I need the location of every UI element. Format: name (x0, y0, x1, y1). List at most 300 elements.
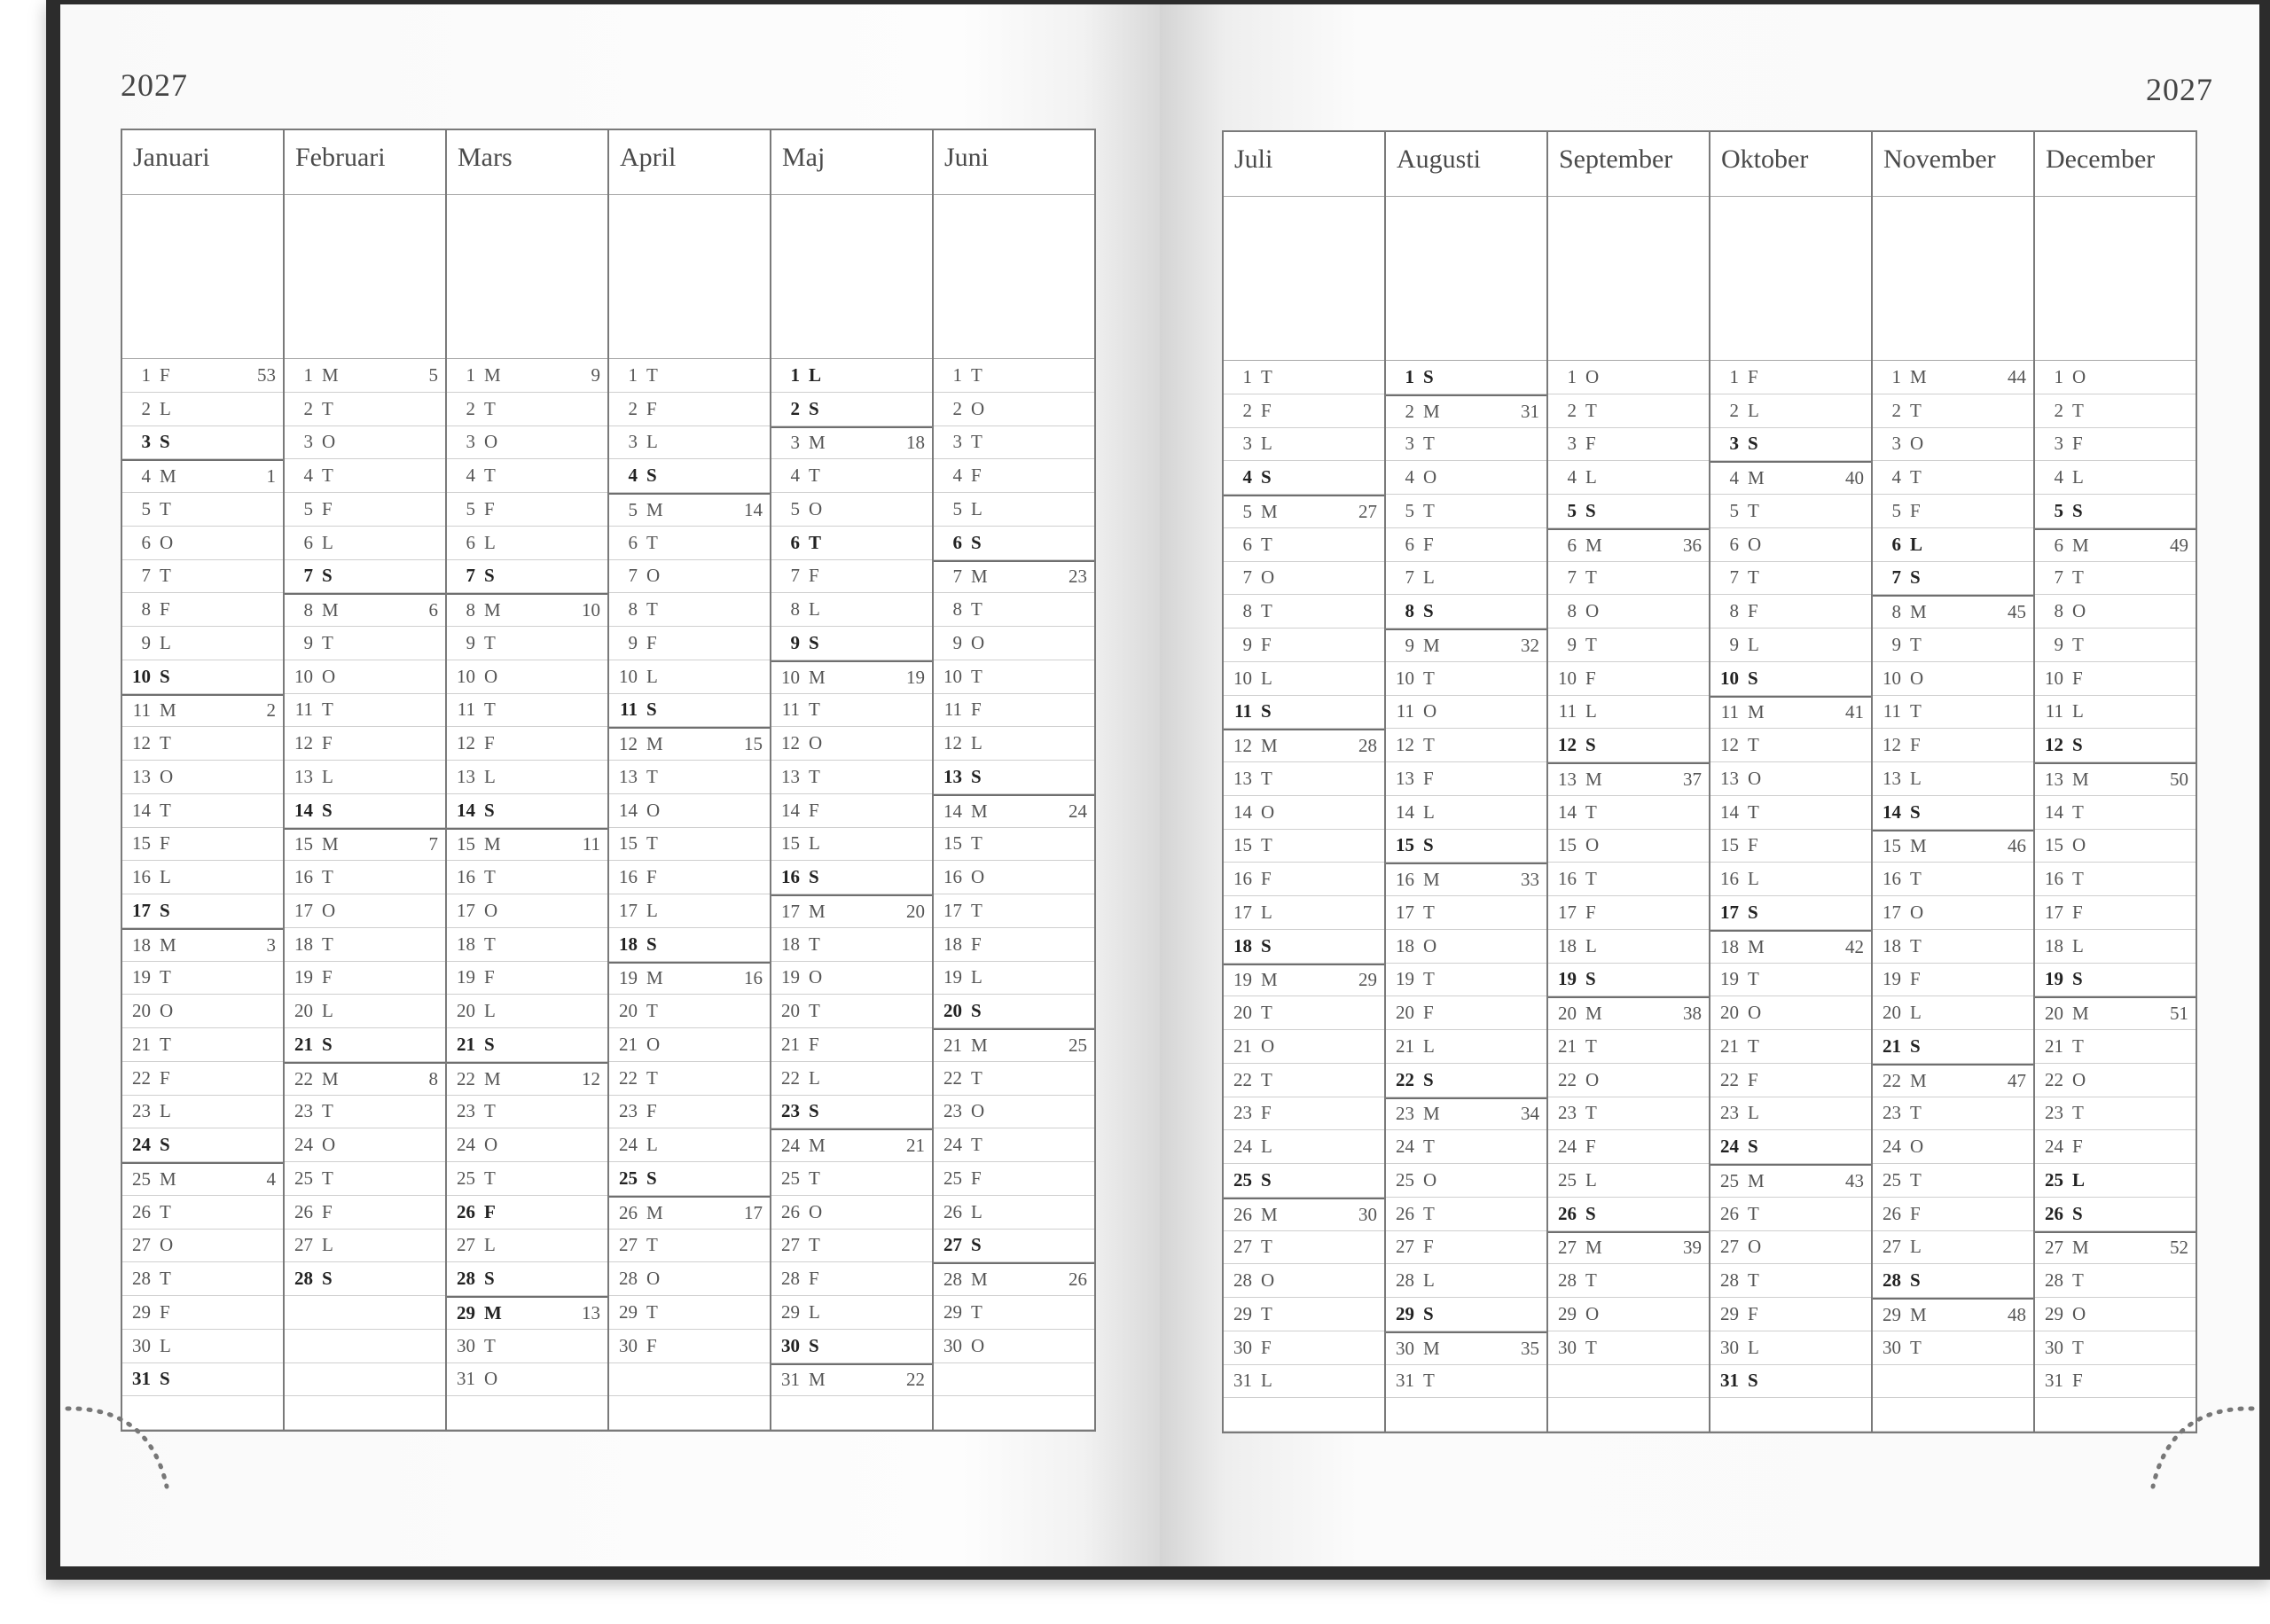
day-row (1224, 863, 1384, 896)
weekday-letter: F (1261, 1102, 1272, 1124)
day-number: 16 (1558, 868, 1577, 890)
week-number: 1 (266, 465, 276, 488)
day-row (1224, 729, 1384, 762)
day-row (285, 393, 445, 426)
weekday-letter: T (646, 1066, 658, 1089)
day-row (122, 627, 283, 660)
week-number: 15 (744, 733, 763, 755)
day-row (2035, 1264, 2196, 1298)
day-row (771, 1363, 932, 1397)
weekday-letter: O (484, 431, 498, 453)
weekday-letter: T (160, 1200, 171, 1222)
day-number: 25 (619, 1167, 638, 1189)
weekday-letter: F (646, 397, 657, 419)
day-row (1548, 1064, 1709, 1097)
weekday-letter: O (809, 1200, 823, 1222)
day-number: 9 (466, 631, 475, 653)
day-number: 13 (294, 765, 313, 787)
day-row (1548, 428, 1709, 462)
week-number: 50 (2170, 768, 2188, 790)
day-number: 27 (943, 1234, 962, 1256)
day-number: 12 (1233, 735, 1252, 757)
day-row (1873, 528, 2033, 562)
weekday-letter: T (971, 1134, 982, 1156)
day-number: 19 (2045, 968, 2063, 990)
weekday-letter: T (1748, 499, 1759, 521)
week-number: 11 (582, 833, 600, 855)
day-row (1224, 896, 1384, 930)
weekday-letter: L (1261, 667, 1272, 689)
weekday-letter: T (1748, 968, 1759, 990)
weekday-letter: O (160, 1234, 174, 1256)
month-notes-area[interactable] (447, 195, 607, 359)
day-row (1710, 495, 1871, 528)
day-row (447, 660, 607, 694)
day-row (2035, 1298, 2196, 1331)
day-row (1224, 562, 1384, 596)
day-row (771, 527, 932, 560)
month-notes-area[interactable] (122, 195, 283, 359)
day-number: 22 (457, 1067, 475, 1089)
weekday-letter: S (484, 1268, 495, 1290)
day-row (122, 1296, 283, 1330)
weekday-letter: S (646, 1167, 657, 1189)
day-row (1873, 428, 2033, 462)
day-row (1224, 528, 1384, 562)
day-number: 18 (2045, 934, 2063, 956)
weekday-letter: M (322, 833, 339, 855)
day-row (1710, 996, 1871, 1030)
day-number: 17 (2045, 901, 2063, 923)
day-number: 21 (2045, 1035, 2063, 1057)
day-row (447, 928, 607, 962)
day-number: 27 (1883, 1236, 1901, 1258)
day-number: 24 (294, 1134, 313, 1156)
day-row (1224, 1365, 1384, 1399)
day-row (934, 1028, 1094, 1062)
weekday-letter: F (1748, 1302, 1758, 1324)
weekday-letter: S (971, 1234, 982, 1256)
day-number: 9 (2054, 633, 2063, 655)
day-row (285, 627, 445, 660)
weekday-letter: L (2072, 1168, 2086, 1191)
day-number: 22 (619, 1066, 638, 1089)
day-number: 15 (132, 832, 151, 855)
day-row (2035, 729, 2196, 762)
day-number: 12 (132, 732, 151, 754)
day-number: 16 (619, 866, 638, 888)
day-row (934, 560, 1094, 594)
year-label-left: 2027 (121, 67, 188, 103)
week-number: 51 (2170, 1003, 2188, 1025)
weekday-letter: O (971, 631, 985, 653)
day-row (285, 527, 445, 560)
day-row (771, 393, 932, 426)
day-number: 3 (1242, 433, 1252, 455)
day-row (771, 1196, 932, 1230)
weekday-letter: M (484, 363, 501, 386)
weekday-letter: F (809, 565, 819, 587)
week-number: 45 (2008, 601, 2026, 623)
day-row (2035, 930, 2196, 964)
weekday-letter: O (1585, 600, 1600, 622)
month-name: April (609, 130, 770, 195)
day-number: 28 (1396, 1269, 1414, 1292)
day-row (2035, 762, 2196, 796)
month-notes-area[interactable] (285, 195, 445, 359)
day-row (122, 493, 283, 527)
day-row (609, 1196, 770, 1230)
weekday-letter: L (1423, 1269, 1435, 1292)
day-number: 5 (1405, 499, 1414, 521)
month-column-april (609, 130, 771, 1432)
weekday-letter: L (322, 765, 333, 787)
day-row (1386, 1097, 1546, 1131)
weekday-letter: M (646, 733, 663, 755)
month-notes-area[interactable] (1710, 197, 1871, 361)
weekday-letter: S (160, 431, 170, 453)
day-number: 1 (466, 363, 475, 386)
day-row (609, 794, 770, 828)
day-number: 5 (628, 498, 638, 520)
weekday-letter: F (646, 1100, 657, 1122)
day-row (2035, 1198, 2196, 1231)
weekday-letter: T (1261, 600, 1272, 622)
weekday-letter: O (646, 1033, 661, 1055)
weekday-letter: M (1423, 400, 1440, 422)
week-number: 53 (257, 363, 276, 386)
day-number: 9 (1891, 633, 1901, 655)
day-row (2035, 1030, 2196, 1064)
day-number: 11 (781, 699, 800, 721)
week-number: 8 (428, 1067, 438, 1089)
day-row (1710, 1164, 1871, 1198)
month-notes-area[interactable] (934, 195, 1094, 359)
day-number: 29 (1720, 1302, 1739, 1324)
weekday-letter: L (2072, 700, 2084, 722)
weekday-letter: S (809, 866, 819, 888)
day-number: 23 (619, 1100, 638, 1122)
day-row (934, 928, 1094, 962)
weekday-letter: S (1748, 667, 1758, 689)
day-row (1386, 1365, 1546, 1399)
day-row (1710, 796, 1871, 830)
day-number: 2 (303, 397, 313, 419)
weekday-letter: M (1748, 1169, 1765, 1191)
day-number: 24 (457, 1134, 475, 1156)
month-notes-area[interactable] (1873, 197, 2033, 361)
day-number: 3 (628, 431, 638, 453)
day-number: 29 (2045, 1302, 2063, 1324)
day-number: 24 (132, 1134, 151, 1156)
day-number: 22 (781, 1066, 800, 1089)
day-number: 23 (457, 1100, 475, 1122)
day-number: 30 (1720, 1336, 1739, 1358)
month-notes-area[interactable] (1224, 197, 1384, 361)
weekday-letter: M (1423, 634, 1440, 656)
day-row (609, 928, 770, 962)
day-row (122, 359, 283, 393)
day-number: 17 (294, 899, 313, 921)
day-number: 19 (1883, 968, 1901, 990)
week-number: 47 (2008, 1069, 2026, 1091)
day-number: 1 (1242, 365, 1252, 387)
weekday-letter: T (1423, 1202, 1435, 1224)
day-number: 9 (1242, 633, 1252, 655)
weekday-letter: T (1748, 566, 1759, 589)
day-number: 3 (1891, 433, 1901, 455)
day-row (1873, 562, 2033, 596)
day-number: 7 (1405, 566, 1414, 589)
day-number: 20 (132, 1000, 151, 1022)
day-row (1873, 1164, 2033, 1198)
weekday-letter: M (160, 933, 176, 956)
weekday-letter: M (484, 833, 501, 855)
empty-row (285, 1396, 445, 1430)
month-notes-area[interactable] (771, 195, 932, 359)
day-number: 16 (1233, 868, 1252, 890)
weekday-letter: O (1423, 934, 1437, 956)
weekday-letter: L (1585, 700, 1597, 722)
weekday-letter: S (1910, 800, 1921, 823)
weekday-letter: T (484, 933, 496, 955)
weekday-letter: T (160, 497, 171, 519)
day-number: 23 (943, 1100, 962, 1122)
weekday-letter: T (971, 832, 982, 855)
weekday-letter: F (971, 1167, 982, 1189)
month-notes-area[interactable] (1386, 197, 1546, 361)
week-number: 26 (1068, 1269, 1087, 1291)
weekday-letter: T (1910, 1336, 1922, 1358)
week-number: 7 (428, 833, 438, 855)
day-number: 3 (303, 431, 313, 453)
weekday-letter: T (1910, 700, 1922, 722)
day-number: 21 (1558, 1035, 1577, 1057)
day-row (609, 426, 770, 460)
day-number: 28 (1883, 1269, 1901, 1292)
weekday-letter: S (1423, 1302, 1434, 1324)
day-row (1710, 729, 1871, 762)
weekday-letter: L (1261, 1370, 1272, 1392)
weekday-letter: S (1748, 901, 1758, 923)
day-row (934, 459, 1094, 493)
empty-row (1224, 1398, 1384, 1432)
day-row (1548, 528, 1709, 562)
day-number: 2 (628, 397, 638, 419)
weekday-letter: F (1261, 633, 1272, 655)
day-number: 18 (1396, 934, 1414, 956)
day-row (771, 761, 932, 794)
weekday-letter: T (484, 866, 496, 888)
weekday-letter: F (1261, 868, 1272, 890)
day-row (609, 1062, 770, 1096)
day-number: 15 (1233, 834, 1252, 856)
weekday-letter: F (160, 598, 170, 621)
day-number: 29 (132, 1300, 151, 1323)
day-number: 21 (1396, 1035, 1414, 1057)
day-row (609, 393, 770, 426)
day-row (934, 359, 1094, 393)
week-number: 31 (1521, 400, 1539, 422)
weekday-letter: M (1748, 701, 1765, 723)
day-row (771, 1230, 932, 1263)
day-number: 21 (1720, 1035, 1739, 1057)
day-row (934, 1128, 1094, 1162)
day-row (1548, 595, 1709, 629)
day-number: 3 (141, 431, 151, 453)
day-number: 20 (943, 1000, 962, 1022)
day-number: 22 (294, 1067, 313, 1089)
day-row (2035, 1331, 2196, 1365)
day-row (1548, 1164, 1709, 1198)
weekday-letter: T (646, 832, 658, 855)
day-number: 29 (457, 1301, 475, 1323)
day-row (1224, 1030, 1384, 1064)
weekday-letter: S (1423, 600, 1434, 622)
day-number: 12 (943, 732, 962, 754)
day-number: 24 (619, 1134, 638, 1156)
weekday-letter: M (2072, 768, 2089, 790)
day-row (2035, 495, 2196, 528)
day-row (447, 1062, 607, 1096)
weekday-letter: M (809, 432, 826, 454)
weekday-letter: F (322, 497, 333, 519)
day-row (771, 828, 932, 862)
day-row (1224, 996, 1384, 1030)
day-number: 10 (1558, 667, 1577, 689)
weekday-letter: M (322, 599, 339, 621)
day-row (122, 593, 283, 627)
day-number: 25 (1396, 1168, 1414, 1191)
weekday-letter: S (1423, 834, 1434, 856)
day-number: 11 (1883, 700, 1901, 722)
day-number: 9 (141, 631, 151, 653)
weekday-letter: O (646, 1268, 661, 1290)
day-number: 16 (1883, 868, 1901, 890)
month-notes-area[interactable] (609, 195, 770, 359)
weekday-letter: S (322, 799, 333, 821)
day-number: 4 (1405, 466, 1414, 488)
week-number: 9 (591, 363, 600, 386)
weekday-letter: T (484, 465, 496, 487)
day-number: 29 (619, 1300, 638, 1323)
weekday-letter: T (1423, 433, 1435, 455)
weekday-letter: M (971, 1034, 988, 1056)
day-number: 17 (1558, 901, 1577, 923)
month-column-november (1873, 132, 2035, 1433)
day-row (2035, 696, 2196, 730)
weekday-letter: M (160, 1167, 176, 1190)
day-number: 21 (781, 1033, 800, 1055)
weekday-letter: L (322, 1234, 333, 1256)
day-row (1710, 696, 1871, 730)
weekday-letter: F (322, 966, 333, 988)
day-number: 17 (1233, 901, 1252, 923)
day-number: 16 (2045, 868, 2063, 890)
weekday-letter: T (1585, 1102, 1597, 1124)
weekday-letter: T (2072, 1102, 2084, 1124)
empty-row (447, 1396, 607, 1430)
day-row (122, 393, 283, 426)
day-row (447, 1028, 607, 1062)
day-number: 13 (132, 765, 151, 787)
day-number: 2 (1405, 400, 1414, 422)
day-row (1873, 394, 2033, 428)
month-name: Februari (285, 130, 445, 195)
day-number: 15 (1883, 835, 1901, 857)
day-number: 21 (1883, 1035, 1901, 1057)
month-column-mars (447, 130, 609, 1432)
day-row (1873, 896, 2033, 930)
day-row (447, 1363, 607, 1397)
weekday-letter: S (322, 1033, 333, 1055)
day-number: 15 (1720, 834, 1739, 856)
day-row (447, 894, 607, 928)
day-number: 4 (628, 465, 638, 487)
week-number: 25 (1068, 1034, 1087, 1056)
weekday-letter: S (2072, 499, 2083, 521)
half-year-calendar-left (121, 129, 1096, 1432)
day-number: 28 (781, 1268, 800, 1290)
day-row (1224, 1198, 1384, 1231)
day-number: 28 (619, 1268, 638, 1290)
day-row (771, 1296, 932, 1330)
day-row (771, 1096, 932, 1129)
day-row (1386, 428, 1546, 462)
weekday-letter: T (646, 363, 658, 386)
day-number: 1 (790, 363, 800, 386)
day-number: 15 (457, 833, 475, 855)
weekday-letter: L (1748, 399, 1759, 421)
day-number: 22 (1720, 1068, 1739, 1090)
day-number: 8 (2054, 600, 2063, 622)
day-row (1386, 1298, 1546, 1331)
month-notes-area[interactable] (1548, 197, 1709, 361)
day-row (1386, 1064, 1546, 1097)
weekday-letter: F (971, 465, 982, 487)
day-row (771, 1128, 932, 1162)
day-row (771, 894, 932, 928)
day-row (1548, 1198, 1709, 1231)
day-number: 19 (457, 966, 475, 988)
day-row (447, 1196, 607, 1230)
day-number: 2 (1729, 399, 1739, 421)
weekday-letter: M (1748, 467, 1765, 489)
day-number: 30 (1883, 1336, 1901, 1358)
month-name: December (2035, 132, 2196, 197)
week-number: 34 (1521, 1103, 1539, 1125)
day-number: 16 (294, 866, 313, 888)
day-row (285, 459, 445, 493)
weekday-letter: L (484, 531, 496, 553)
day-number: 8 (141, 598, 151, 621)
weekday-letter: M (1423, 1337, 1440, 1359)
day-row (1873, 796, 2033, 830)
weekday-letter: L (809, 1300, 820, 1323)
day-row (447, 426, 607, 460)
day-number: 3 (1405, 433, 1414, 455)
week-number: 46 (2008, 835, 2026, 857)
day-row (122, 660, 283, 694)
day-row (447, 1262, 607, 1296)
day-number: 11 (1558, 700, 1577, 722)
day-row (934, 761, 1094, 794)
day-number: 6 (1242, 533, 1252, 555)
month-notes-area[interactable] (2035, 197, 2196, 361)
day-number: 27 (294, 1234, 313, 1256)
empty-row (1873, 1365, 2033, 1399)
day-number: 18 (1720, 935, 1739, 957)
